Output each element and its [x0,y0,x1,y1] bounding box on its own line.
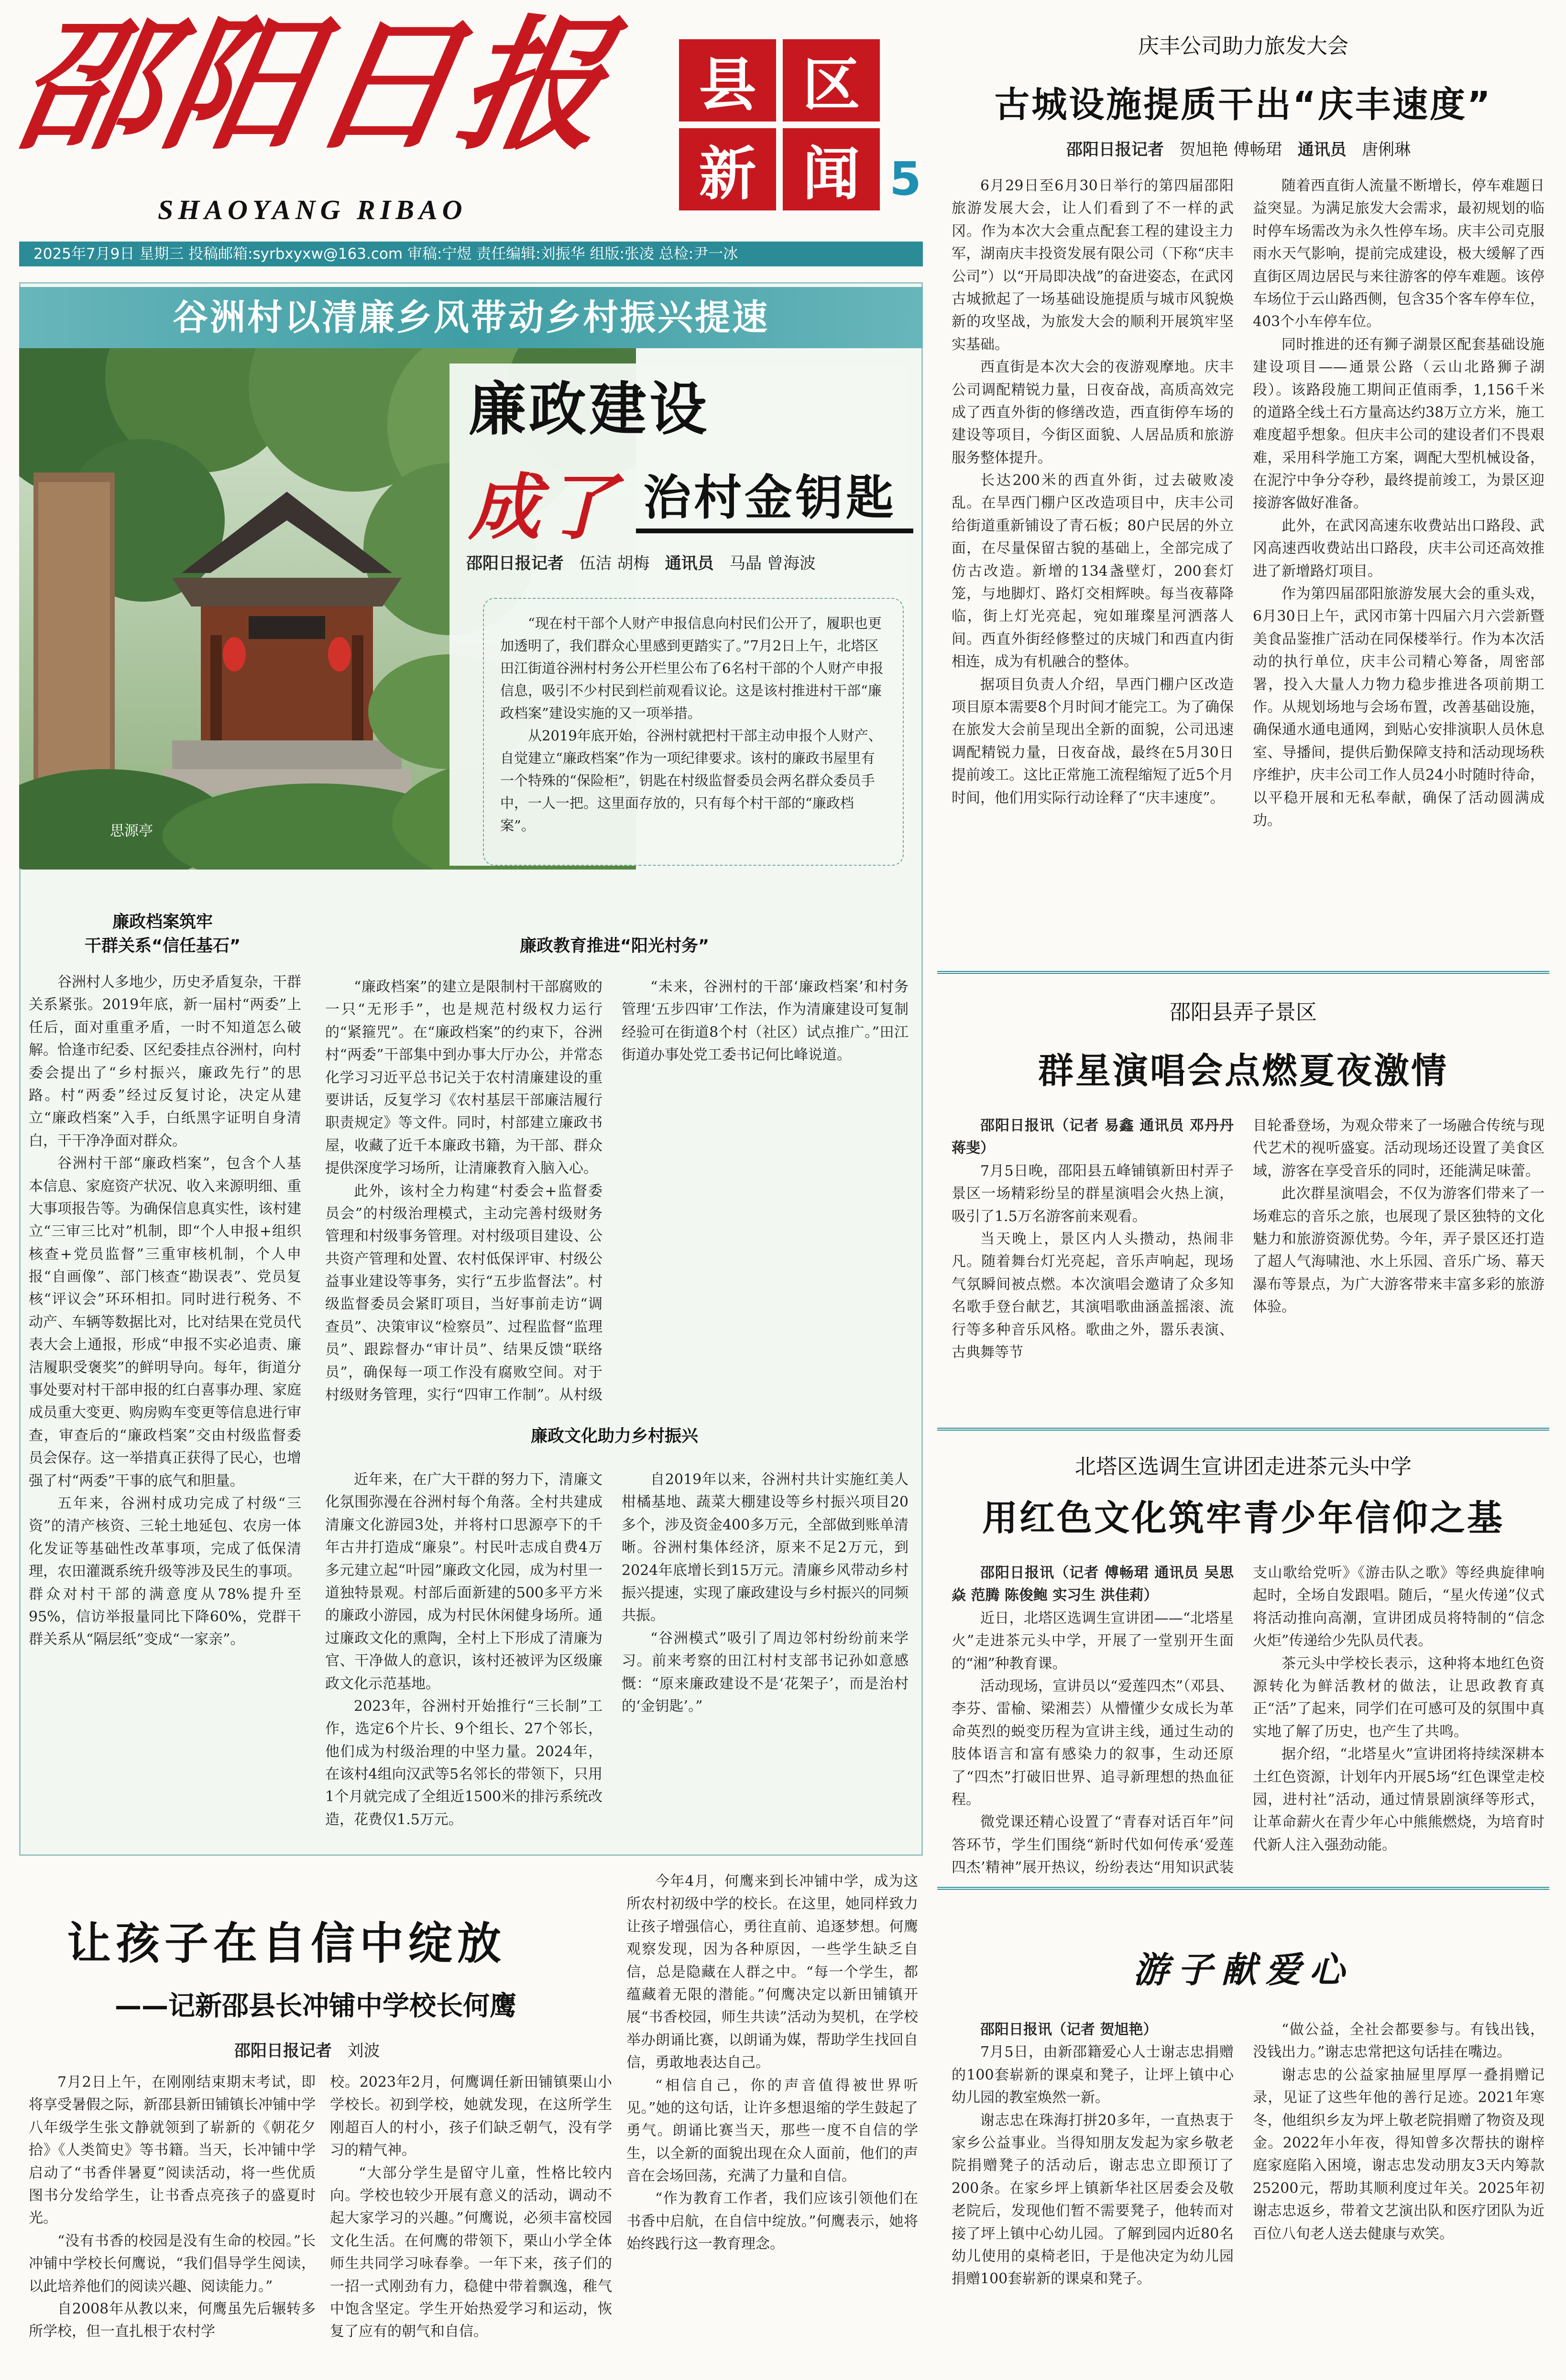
section-char: 闻 [783,128,880,210]
section-body-cont: “未来，谷洲村的干部‘廉政档案’和村务管理‘五步四审’工作法，作为清廉建设可复制经验可在街道8个村（社区）试点推广。”田江街道办事处党工委书记何比峰说道。 [622,979,909,1064]
intro-paragraph: “现在村干部个人财产申报信息向村民们公开了，履职也更加透明了，我们群众心里感到更踏实了。”7月2日上午，北塔区田江街道谷洲村村务公开栏里公布了6名村干部的个人财产申报信息，吸引不少村民到栏前观看议论。这是该村推进村干部“廉政档案”建设实施的又一项举措。 [500,615,884,721]
feature-banner: 谷洲村以清廉乡风带动乡村振兴提速 [19,287,923,348]
feature-intro-box [483,598,904,866]
article-byline: 邵阳日报记者 贺旭艳 傅畅珺 通讯员 唐俐琳 [1066,140,1411,159]
article-body: 邵阳日报讯（记者 傅畅珺 通讯员 吴思焱 范腾 陈俊鲍 实习生 洪佳莉） 近日，北塔区选调生宣讲团——“北塔星火”走进茶元头中学，开展了一堂别开生面的“湘”种教育课。 活动现场，宣讲员以“爱莲四杰”（邓县、李芬、雷榆、梁湘芸）从懵懂少女成长为革命英烈的蜕变历程为宣讲主线，通过生动的肢体语言和富有感染力的叙事，生动还原了“四杰”打破旧世界、追寻新理想的热血征程。 微党课还精心设置了“青春对话百年”问答环节，学生们围绕“新时代如何传承‘爱莲四杰’精神”展开热议，纷纷表达“用知识武装 [952,1565,1234,1876]
headline-line1: 廉政建设 [469,376,710,443]
article-divider [937,1887,1549,1890]
headline-line2-black: 治村金钥匙 [643,470,897,526]
headline-line2-red: 成了 [469,466,620,550]
masthead-title: 邵阳日报 [4,2,623,169]
bottom-article-title: 让孩子在自信中绽放 [67,1918,506,1969]
article-body: 6月29日至6月30日举行的第四届邵阳旅游发展大会，让人们看到了不一样的武冈。作为本次大会重点配套工程的建设主力军，湖南庆丰投资发展有限公司（下称“庆丰公司”）以“开局即决战”的奋进姿态，在武冈古城掀起了一场基础设施提质与城市风貌焕新的攻坚战，为旅发大会的顺利开展筑牢坚实基础。 西直街是本次大会的夜游观摩地。庆丰公司调配精锐力量，日夜奋战，高质高效完成了西直外街的修缮改造，西直街停车场的建设等项目，今街区面貌、人居品质和旅游服务整体提升。 长达200米的西直外街，过去破败凌乱。在旱西门棚户区改造项目中，庆丰公司给街道重新铺设了青石板；80户民居的外立面，在尽量保留古貌的基础上，全部完成了仿古改造。新增的134盏壁灯，200套灯笼，与地脚灯、路灯交相辉映。每当夜幕降临，街上灯光亮起，宛如璀璨星河洒落人间。西直外街经修整过的庆城门和西直内街相连，成为有机融合的整体。 据项目负责人介绍，旱西门棚户区改造项目原本需要8个月时间才能完工。为了确保在旅发大会前呈现出全新的面貌，公司迅速调配精锐力量，日夜奋战，最终在5月30日提前竣工。这比正常施工流程缩短了近5个月时间，他们用实际行动诠释了“庆丰速度”。 [952,177,1234,806]
section-char: 县 [679,39,776,121]
section-body-cont: 自2019年以来，谷洲村共计实施红美人柑橘基地、蔬菜大棚建设等乡村振兴项目20多个，涉及资金400多万元，全部做到账单清晰。谷洲村集体经济，原来不足2万元，到2024年底增长到15万元。清廉乡风带动乡村振兴提速，实现了廉政建设与乡村振兴的同频共振。 “谷洲模式”吸引了周边邻村纷纷前来学习。前来考察的田江村村支部书记孙如意感慨：“原来廉政建设不是‘花架子’，而是治村的‘金钥匙’。” [622,1471,909,1715]
section-char: 区 [783,39,880,121]
masthead-pinyin: SHAOYANG RIBAO [158,194,467,225]
article-body: 今年4月，何鹰来到长冲铺中学，成为这所农村初级中学的校长。在这里，她同样致力让孩子增强信心，勇往直前、追逐梦想。何鹰观察发现，因为各种原因，一些学生缺乏自信，总是隐藏在人群之中。“每一个学生，都蕴藏着无限的潜能。”何鹰决定以新田铺镇开展“书香校园，师生共读”活动为契机，在学校举办朗诵比赛，以朗诵为媒，帮助学生找回自信，勇敢地表达自己。 “相信自己，你的声音值得被世界听见。”她的这句话，让许多想退缩的学生鼓起了勇气。朗诵比赛当天，那些一度不自信的学生，以全新的面貌出现在众人面前，他们的声音在会场回荡，充满了力量和自信。 “作为教育工作者，我们应该引领他们在书香中启航，在自信中绽放。”何鹰表示，她将始终践行这一教育理念。 [626,1873,918,2253]
article-kicker: 邵阳县弄子景区 [1170,1000,1317,1025]
bottom-article-subtitle: ——记新邵县长冲铺中学校长何鹰 [115,1991,516,2022]
feature-byline: 邵阳日报记者 伍洁 胡梅 通讯员 马晶 曾海波 [466,554,816,573]
article-kicker: 北塔区选调生宣讲团走进茶元头中学 [1075,1454,1412,1479]
article-body: 7月2日上午，在刚刚结束期末考试，即将享受暑假之际，新邵县新田铺镇长冲铺中学八年级学生张文静就领到了崭新的《朝花夕拾》《人类简史》等书籍。当天，长冲铺中学启动了“书香伴暑夏”阅读活动，将一些优质图书分发给学生，让书香点亮孩子的盛夏时光。 “没有书香的校园是没有生命的校园。”长冲铺中学校长何鹰说，“我们倡导学生阅读，以此培养他们的阅读兴趣、阅读能力。” 自2008年从教以来，何鹰虽先后辗转多所学校，但一直扎根于农村学 [29,2074,316,2340]
section-heading: 廉政档案筑牢 干群关系“信任基石” [84,913,241,956]
issue-info-bar: 2025年7月9日 星期三 投稿邮箱:syrbxyxw@163.com 审稿:宁煜 责任编辑:刘振华 组版:张凌 总检:尹一冰 [19,242,923,266]
article-body: 邵阳日报讯（记者 易鑫 通讯员 邓丹丹 蒋斐） 7月5日晚，邵阳县五峰铺镇新田村弄子景区一场精彩纷呈的群星演唱会火热上演，吸引了1.5万名游客前来观看。 当天晚上，景区内人头攒动，热闹非凡。随着舞台灯光亮起，音乐声响起，现场气氛瞬间被点燃。本次演唱会邀请了众多知名歌手登台献艺，其演唱歌曲涵盖摇滚、流行等多种音乐风格。歌曲之外，嚣乐表演、古典舞等节 [952,1117,1234,1361]
article-title: 古城设施提质干出“庆丰速度” [994,84,1492,125]
article-body: 支山歌给党听》《游击队之歌》等经典旋律响起时，全场自发跟唱。随后，“星火传递”仪式将活动推向高潮，宣讲团成员将特制的“信念火炬”传递给少先队员代表。 茶元头中学校长表示，这种将本地红色资源转化为鲜活教材的做法，让思政教育真正“活”了起来，同学们在可感可及的氛围中真实地了解了历史，也产生了共鸣。 据介绍，“北塔星火”宣讲团将持续深耕本土红色资源，计划年内开展5场“红色课堂走校园，进村社”活动，通过情景剧演绎等形式，让革命薪火在青少年心中熊熊燃烧，为培育时代新人注入强劲动能。 [1253,1565,1544,1853]
article-kicker: 庆丰公司助力旅发大会 [1138,34,1348,58]
section-char: 新 [679,128,776,210]
page-number: 5 [889,152,921,206]
section-body: 近年来，在广大干群的努力下，清廉文化氛围弥漫在谷洲村每个角落。全村共建成清廉文化游园3处，并将村口思源亭下的千年古井打造成“廉泉”。村民叶志成自费4万多元建立起“叶园”廉政文化园，成为村里一道独特景观。村部后面新建的500多平方米的廉政小游园，成为村民休闲健身场所。通过廉政文化的熏陶，全村上下形成了清廉为官、干净做人的意识，该村还被评为区级廉政文化示范基地。 2023年，谷洲村开始推行“三长制”工作，选定6个片长、9个组长、27个邻长，他们成为村级治理的中坚力量。2024年，在该村4组向汉武等5名邻长的带领下，只用1个月就完成了全组近1500米的排污系统改造，花费仅1.5万元。 [325,1471,602,1828]
article-divider [937,1428,1549,1431]
article-body: 目轮番登场，为观众带来了一场融合传统与现代艺术的视听盛宴。活动现场还设置了美食区域，游客在享受音乐的同时，还能满足味蕾。 此次群星演唱会，不仅为游客们带来了一场难忘的音乐之旅，也展现了景区独特的文化魅力和旅游资源优势。今年，弄子景区还打造了超人气海啸池、水上乐园、音乐广场、幕天瀑布等景点，为广大游客带来丰富多彩的旅游体验。 [1253,1117,1544,1316]
article-title: 群星演唱会点燃夏夜激情 [1038,1050,1448,1091]
section-label-box [679,39,880,208]
section-heading: 廉政教育推进“阳光村务” [519,937,709,956]
section-body: 谷洲村人多地少，历史矛盾复杂，干群关系紧张。2019年底，新一届村“两委”上任后，面对重重矛盾，一时不知道怎么破解。恰逢市纪委、区纪委挂点谷洲村，向村委会提出了“乡村振兴，廉政先行”的思路。村“两委”经过反复讨论，决定从建立“廉政档案”入手，白纸黑字证明自身清白，干干净净面对群众。 谷洲村干部“廉政档案”，包含个人基本信息、家庭资产状况、收入来源明细、重大事项报告等。为确保信息真实性，该村建立“三审三比对”机制，即“个人申报+组织核查+党员监督”三重审核机制，个人申报“自画像”、部门核查“勘误表”、党员复核“评议会”环环相扣。同时进行税务、不动产、车辆等数据比对，比对结果在党员代表大会上通报，形成“申报不实必追责、廉洁履职受褒奖”的鲜明导向。每年，街道分事处要对村干部申报的红白喜事办理、家庭成员重大变更、购房购车变更等信息进行审查，审查后的“廉政档案”交由村级监督委员会保存。这一举措真正获得了民心，也增强了村“两委”干事的底气和胆量。 五年来，谷洲村成功完成了村级“三资”的清产核资、三轮土地延包、农房一体化发证等基础性改革事项，完成了低保清理，农田灌溉系统升级等涉及民生的事项。群众对村干部的满意度从78%提升至95%，信访举报量同比下降60%，党群干群关系从“隔层纸”变成“一家亲”。 [29,974,301,1648]
section-heading: 廉政文化助力乡村振兴 [530,1427,698,1446]
article-body: 随着西直街人流量不断增长，停车难题日益突显。为满足旅发大会需求，最初规划的临时停车场需改为永久性停车场。庆丰公司克服雨水天气影响，提前完成建设，极大缓解了西直街区周边居民与来往游客的停车难题。该停车场位于云山路西侧，包含35个客车停车位，403个小车停车位。 同时推进的还有狮子湖景区配套基础设施建设项目——通景公路（云山北路狮子湖段）。该路段施工期间正值雨季，1,156千米的道路全线土石方量高达约38万立方米，施工难度超乎想象。但庆丰公司的建设者们不畏艰难，采用科学施工方案，调配大型机械设备，在泥泞中争分夺秒，最终提前竣工，为景区迎接游客做好准备。 此外，在武冈高速东收费站出口路段、武冈高速西收费站出口路段，庆丰公司还高效推进了新增路灯项目。 作为第四届邵阳旅游发展大会的重头戏，6月30日上午，武冈市第十四届六月六尝新暨美食品鉴推广活动在同保楼举行。作为本次活动的执行单位，庆丰公司精心筹备，周密部署，投入大量人力物力稳步推进各项前期工作。从规划场地与会场布置，改善基础设施，确保通水通电通网，到贴心安排演职人员休息室、导播间，提供后勤保障支持和活动现场秩序维护，庆丰公司工作人员24小时随时待命，以平稳开展和无私奉献，确保了活动圆满成功。 [1253,177,1544,829]
article-title: 游子献爱心 [1133,1950,1353,1991]
article-body: 校。2023年2月，何鹰调任新田铺镇栗山小学校长。初到学校，她就发现，在这所学生刚超百人的村小，孩子们缺乏朝气，没有学习的精气神。 “大部分学生是留守儿童，性格比较内向。学校也较少开展有意义的活动，调动不起大家学习的兴趣。”何鹰说，必须丰富校园文化生活。在何鹰的带领下，栗山小学全体师生共同学习咏春拳。一年下来，孩子们的一招一式刚劲有力，稳健中带着飘逸，稚气中饱含坚定。学生开始热爱学习和运动，恢复了应有的朝气和自信。 [330,2074,612,2340]
photo-caption: 思源亭 [110,823,153,839]
article-body: “做公益，全社会都要参与。有钱出钱，没钱出力。”谢志忠常把这句话挂在嘴边。 谢志忠的公益家抽屉里厚厚一叠捐赠记录，见证了这些年他的善行足迹。2021年寒冬，他组织乡友为坪上敬老院捐赠了物资及现金。2022年小年夜，得知曾多次帮扶的谢梓庭家庭陷入困境，谢志忠发动朋友3天内筹款25200元，帮助其顺利度过年关。2025年初谢志忠返乡，带着文艺演出队和医疗团队为近百位八旬老人送去健康与欢笑。 [1253,2021,1544,2242]
intro-paragraph: 从2019年底开始，谷洲村就把村干部主动申报个人财产、自觉建立“廉政档案”作为一项纪律要求。该村的廉政书屋里有一个特殊的“保险柜”，钥匙在村级监督委员会两名群众委员手中，一人一把。这里面存放的，只有每个村干部的“廉政档案”。 [500,727,882,834]
article-body: 邵阳日报讯（记者 贺旭艳） 7月5日，由新邵籍爱心人士谢志忠捐赠的100套崭新的课桌和凳子，让坪上镇中心幼儿园的教室焕然一新。 谢志忠在珠海打拼20多年，一直热衷于家乡公益事业。当得知朋友发起为家乡敬老院捐赠凳子的活动后，谢志忠立即预订了200条。在家乡坪上镇新华社区居委会及敬老院后，发现他们暂不需要凳子，他转而对接了坪上镇中心幼儿园。了解到园内近80名幼儿使用的桌椅老旧，于是他决定为幼儿园捐赠100套崭新的课桌和凳子。 [952,2021,1234,2288]
article-divider [937,971,1549,974]
bottom-article-byline: 邵阳日报记者 刘波 [234,2041,380,2060]
headline-underline [636,529,913,533]
article-title: 用红色文化筑牢青少年信仰之基 [982,1498,1504,1539]
section-body: “廉政档案”的建立是限制村干部腐败的一只“无形手”，也是规范村级权力运行的“紧箍咒”。在“廉政档案”的约束下，谷洲村“两委”干部集中到办事大厅办公，并常态化学习习近平总书记关于农村清廉建设的重要讲话，反复学习《农村基层干部廉洁履行职责规定》等文件。同时，村部建立廉政书屋，收藏了近千本廉政书籍，为干部、群众提供深度学习场所，让清廉教育入脑入心。 此外，该村全力构建“村委会+监督委员会”的村级治理模式，主动完善村级财务管理和村级事务管理。对村级项目建设、公共资产管理和处置、农村低保评审、村级公益事业建设等事务，实行“五步监督法”。村级监督委员会紧盯项目，当好事前走访“调查员”、决策审议“检察员”、过程监督“监理员”、跟踪督办“审计员”、结果反馈“联络员”，确保每一项工作没有腐败空间。对于村级财务管理，实行“四审工作制”。从村级 [325,979,602,1404]
